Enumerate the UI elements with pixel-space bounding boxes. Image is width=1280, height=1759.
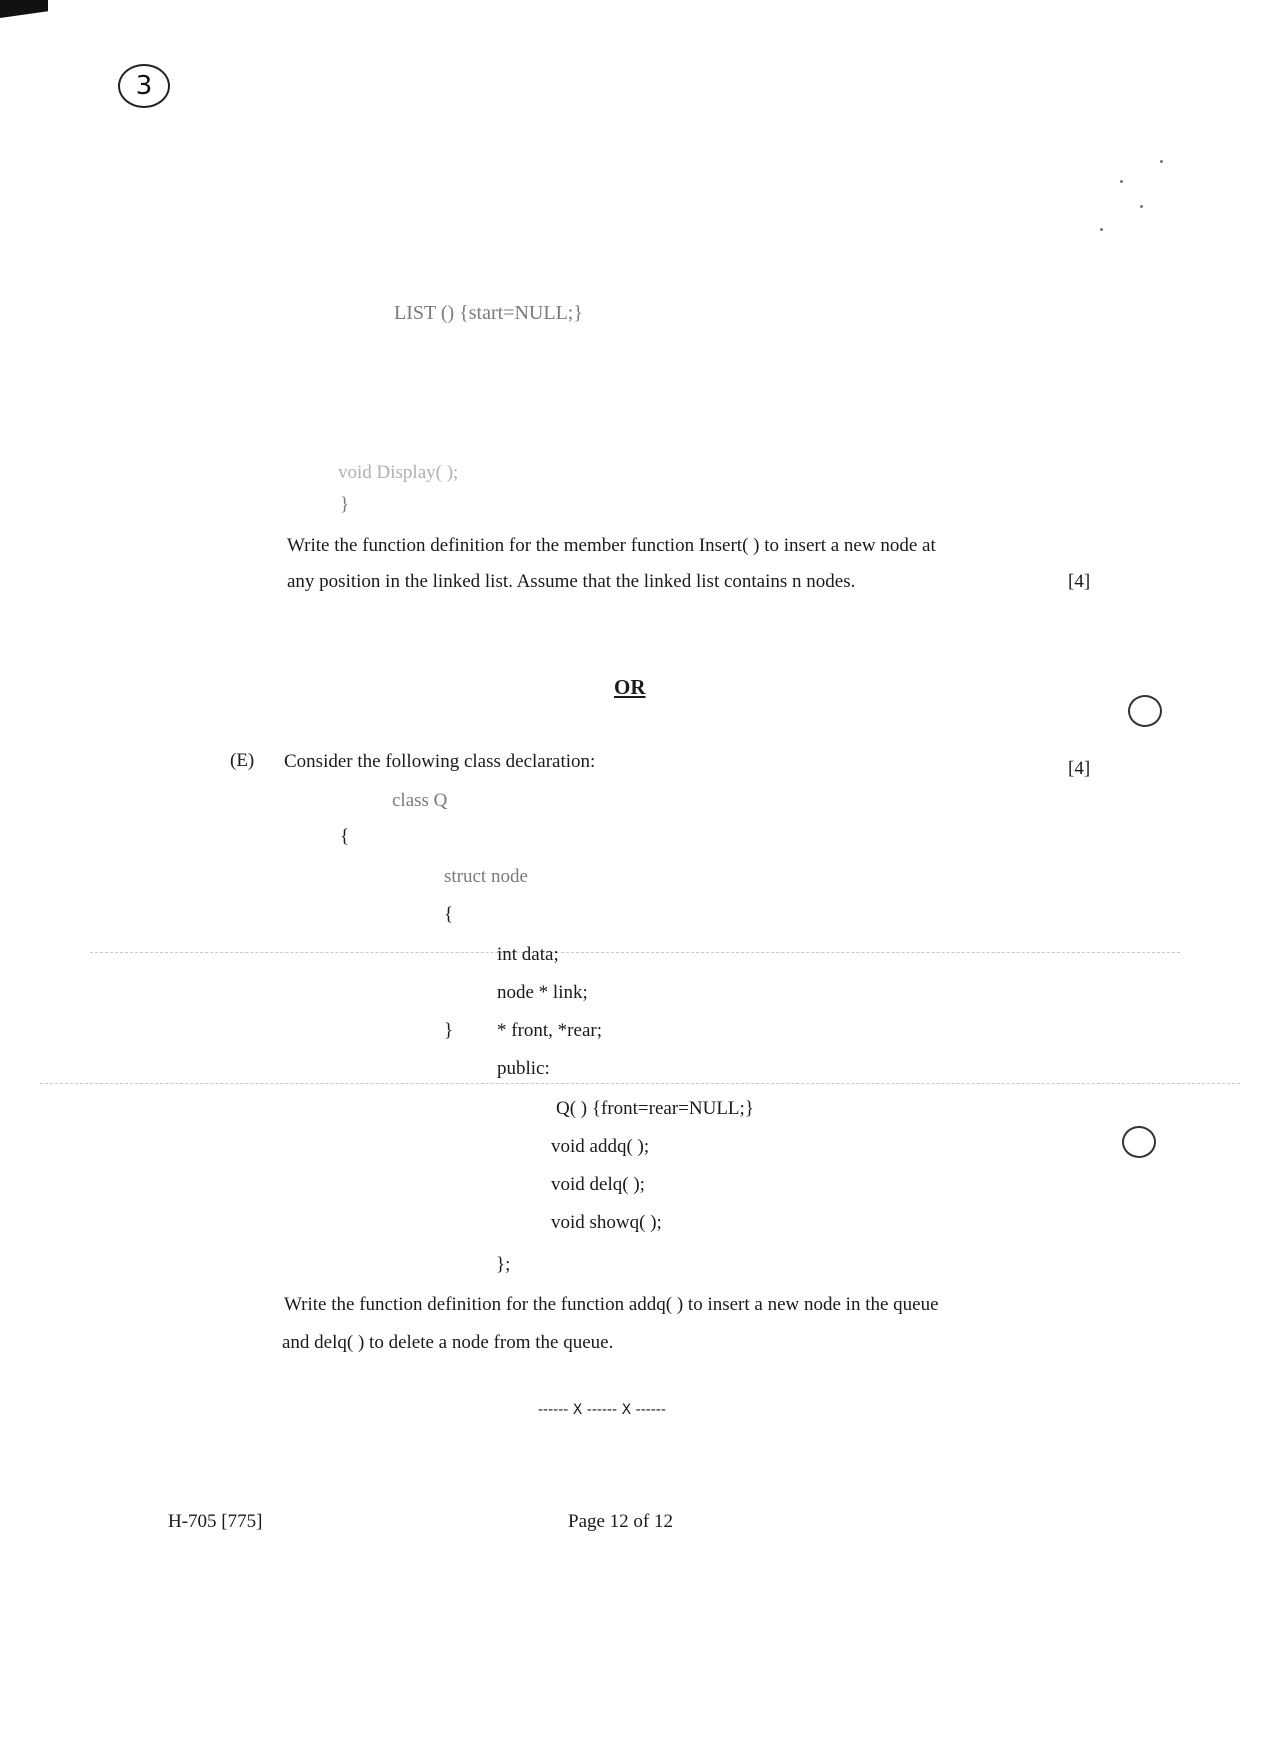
display-line: void Display( ); bbox=[338, 462, 459, 483]
hole-punch-mark bbox=[1122, 1126, 1156, 1158]
scan-fold-line bbox=[40, 1083, 1240, 1084]
question-e-marks: [4] bbox=[1068, 758, 1091, 779]
code-open-brace: { bbox=[340, 826, 350, 847]
question-d-line2: any position in the linked list. Assume that the linked list contains n nodes. bbox=[287, 571, 856, 592]
footer-page-number: Page 12 of 12 bbox=[568, 1511, 674, 1532]
question-d-marks: [4] bbox=[1068, 571, 1091, 592]
code-pointers: * front, *rear; bbox=[497, 1020, 602, 1041]
question-e-task-line2: and delq( ) to delete a node from the queue. bbox=[282, 1332, 614, 1353]
scan-corner-mark bbox=[0, 0, 48, 18]
fragment-closing-brace: } bbox=[340, 494, 350, 515]
code-constructor: Q( ) {front=rear=NULL;} bbox=[556, 1098, 754, 1119]
scan-speck bbox=[1100, 228, 1103, 231]
code-field-data: int data; bbox=[497, 944, 559, 965]
or-heading: OR bbox=[614, 675, 646, 699]
handwritten-page-mark: 3 bbox=[118, 64, 170, 108]
code-struct-open: { bbox=[444, 904, 454, 925]
code-method-delq: void delq( ); bbox=[551, 1174, 645, 1195]
question-e-label: (E) bbox=[230, 750, 255, 771]
question-e-intro: Consider the following class declaration: bbox=[284, 751, 596, 772]
hole-punch-mark bbox=[1128, 695, 1162, 727]
code-class-line: class Q bbox=[392, 790, 448, 811]
code-class-close: }; bbox=[496, 1254, 511, 1275]
code-field-link: node * link; bbox=[497, 982, 588, 1003]
constructor-line: LIST () {start=NULL;} bbox=[394, 302, 583, 324]
end-of-paper-marker: ------ X ------ X ------ bbox=[538, 1402, 666, 1418]
scan-speck bbox=[1160, 160, 1163, 163]
code-method-showq: void showq( ); bbox=[551, 1212, 662, 1233]
question-e-task-line1: Write the function definition for the function addq( ) to insert a new node in the queue bbox=[284, 1294, 939, 1315]
code-struct-line: struct node bbox=[444, 866, 528, 887]
footer-paper-code: H-705 [775] bbox=[168, 1511, 263, 1532]
scan-speck bbox=[1120, 180, 1123, 183]
code-struct-close: } bbox=[444, 1020, 454, 1041]
code-public-label: public: bbox=[497, 1058, 550, 1079]
scan-speck bbox=[1140, 205, 1143, 208]
scan-fold-line bbox=[90, 952, 1180, 953]
code-method-addq: void addq( ); bbox=[551, 1136, 650, 1157]
question-d-line1: Write the function definition for the member function Insert( ) to insert a new node at bbox=[287, 535, 936, 556]
